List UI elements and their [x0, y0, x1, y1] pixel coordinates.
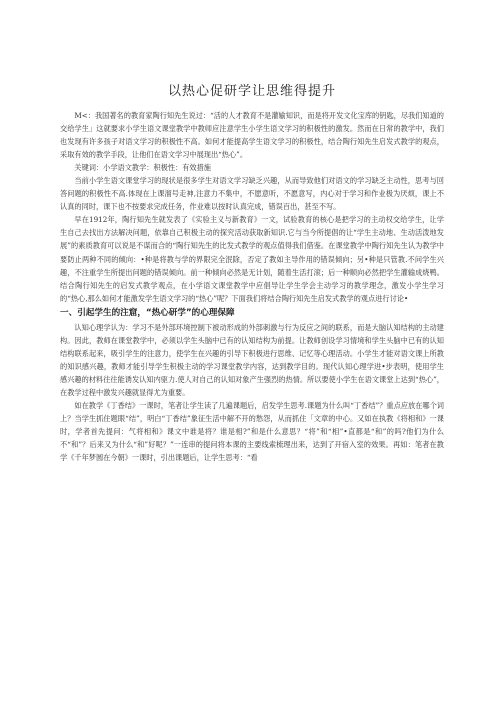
abstract-paragraph: M<：我国著名的教育家陶行知先生说过：“活的人才教育不是灌输知识，而是将开发文化宝库的钥匙，尽我们知道的交给学生」这就要求小学生语文课堂教学中教师应注意学生小学生语文学习的积极性的激发。然而在日常的教学中，我们也发现有许多孩子对语文学习的积极性不高。如何才能提高学生语文学习的积极性，结合陶行知先生启发式教学的观点，采取有效的教学手段，让他们在语文学习中展现出“热心”。 [60, 111, 444, 160]
body-paragraph: 认知心理学认为：学习不是外部环境控制下被动形成的外部刺激与行为反应之间的联系，而是大脑认知结构的主动建构。因此，教师在课堂教学中，必须以学生头脑中已有的认知结构为前提。让教师创设学习情境和学生头脑中已有的认知结构联系起来，吸引学生的注意力，使学生在兴趣的引导下积极进行思维、记忆等心理活动。小学生才能对语文课上所教的知识感兴趣，教师才能引导学生积极主动的学习课堂教学内容，达到教学目的。现代认知心理学进•步表明，使用学生感兴趣的材料往往能诱发认知内驱力.使人对自己的认知对象产生强烈的热情。所以要使小学生在语文课堂上达到“热心”，在教学过程中激发兴趣就显得尤为重要。 [60, 322, 444, 397]
keywords-line: 关键词：小学语文教学：积极性：有效措施 [74, 163, 211, 173]
body-paragraph: 当前小学生语文课堂学习的现状是很多学生对语文学习缺乏兴趣，从而导致他们对语文的学习缺乏主动性，思考与回答问题的积极性不高.体现在上课溜号走神,注意力不集中，不愿意听，不愿意写，内心对于学习和作业极为厌烦，课上不认真的同时，课下也不按要求完成任务，作业难以按时认真完成，错误百出，甚至不写。 [60, 176, 444, 212]
document-title: 以热心促研学让思维得提升 [167, 84, 336, 99]
section-heading: 一、引起学生的注窟，“热心研学”的心理保障 [60, 307, 235, 318]
body-paragraph: 如在教学《丁香结》一课时，笔者让学生读了几遍课题后，启发学生思考.课题为什么叫“丁香结”？重点应放在哪个词上？当学生抓住题眼“结”，明白“丁香结”象征生活中解不开的愁怨，从而抓住「文章的中心。又如在执教《将相和》一课时，学者首先提问：气将相和》课文中谁是将？谁是相?”和是什么意思？“将”和“相”•直都是“和”的吗?他们为什么不“和”？后来又为什么“和”好呢？”一连串的提问将本课的主要线索梳理出来，达到了开宿入室的效果。再如：笔者在教学《千年梦圆在今朝》一课时，引出课题后，让学生思考：“看 [60, 400, 444, 463]
body-paragraph: 早在1912年，陶行知先生就发表了《实验主义与新教育》一文，试验教育的核心是把学习的主动权交给学生，让学生自己去找出方法解决问题，依靠自己积极主动的探究活动获取新知识.它与当今所提倡的让“学生主动地、生动活泼地发展”的素质教育可以说是不谋而合的“陶行知先生的比发式教学的观点值得我们借鉴。在课堂教学中陶行知先生认为教学中要防止两种不同的倾向：•种是将教与学的界限完全泯除，否定了教如主导作用的错误倾向；另•种是只管教.不问学生兴趣，不注重学生所提出问题的错误倾向。前一种倾向必然是无计划，随着生活打滚；后一种顺向必然把学生灌输成烧鸭。结合陶行知先生的启发式教学观点，在小学语文课堂教学中应倡导让学生学会主动学习的教学理念，激发小学生学习的“热心,那么如何才能激发学生语文学习的“热心”呢？下面我们将结合陶行知先生启发式教学的观点进行讨论• [60, 215, 444, 303]
